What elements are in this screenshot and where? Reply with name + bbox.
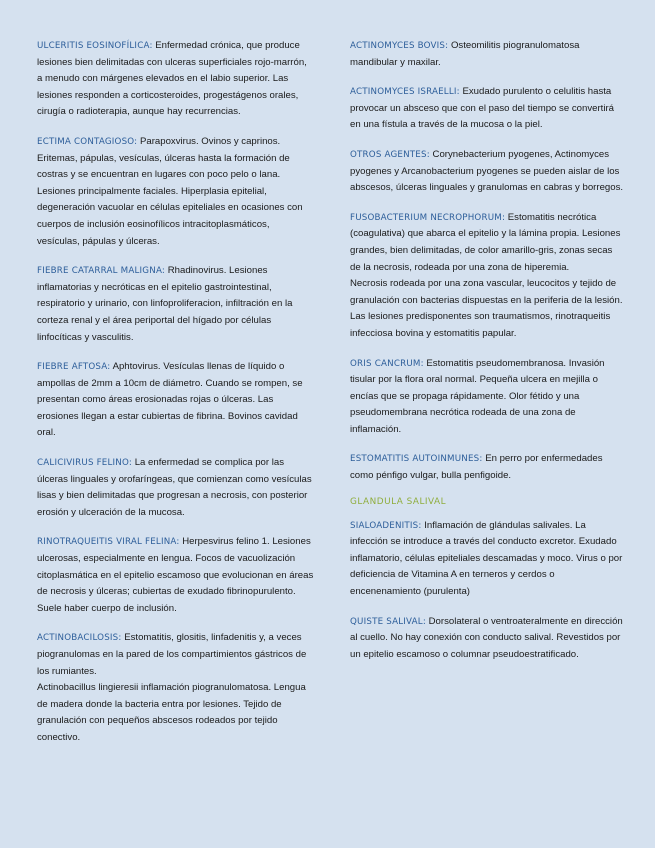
entry-ulceritis-eosinofilica (37, 38, 314, 121)
entry-term: FUSOBACTERIUM NECROPHORUM: (350, 212, 506, 223)
entry-term: SIALOADENITIS: (350, 520, 422, 531)
entry-text: Estomatitis necrótica (coagulativa) que abarca el epitelio y la lámina propia. Lesiones grandes, bien delimitadas, de color amarillo-gris, zonas secas de la necrosis, rodeada por una zona de hiperemia. (350, 211, 621, 273)
entry-term: ACTINOMYCES ISRAELLI: (350, 87, 460, 98)
entry-text: Aphtovirus. Vesículas llenas de líquido o ampollas de 2mm a 10cm de diámetro. Cuando se rompen, se presentan como áreas erosionadas rojas o úlceras. Las erosiones llegan a estar cubiertas de fibrina. Bovinos cavidad oral. (37, 361, 303, 439)
entry-term: QUISTE SALIVAL: (350, 616, 426, 627)
entry-term: ACTINOMYCES BOVIS: (350, 41, 449, 51)
entry-text: Rhadinovirus. Lesiones inflamatorias y necróticas en el epitelio gastrointestinal, respiratorio y urinario, con linfoproliferacion, infiltración en la corteza renal y el área periportal del hígado por células linfocíticas y vasculitis. (37, 265, 293, 343)
entry-text: Osteomilitis piogranulomatosa mandibular y maxilar. (350, 40, 580, 68)
entry-term: ECTIMA CONTAGIOSO: (37, 136, 138, 147)
entry-text: Exudado purulento o celulitis hasta provocar un absceso que con el paso del tiempo se convertirá en una fístula a través de la mucosa o la piel. (350, 86, 614, 131)
entry-fiebre-catarral-maligna (37, 263, 314, 346)
entry-term: FIEBRE AFTOSA: (37, 362, 111, 373)
entry-fusobacterium-necrophorum (350, 210, 625, 343)
entry-text: Dorsolateral o ventroateralmente en dirección al cuello. No hay conexión con conducto salival. Revestidos por un epitelio escamoso o columnar pseudoestratificado. (350, 615, 623, 660)
entry-text: La enfermedad se complica por las úlceras linguales y orofaríngeas, que comienzan como vesículas lisas y bien delimitadas que progresan a necrosis, con posterior erosión y ulceración de la mucosa. (37, 457, 312, 518)
entry-text: Inflamación de glándulas salivales. La infección se introduce a través del conducto excretor. Exudado inflamatorio, células epiteliales descamadas y moco. Virus o por deficiencia de Vitamina A en terneros y cerdos o encenenamiento (purulenta) (350, 519, 623, 598)
entry-text: Enfermedad crónica, que produce lesiones bien delimitadas con ulceras superficiales rojo-marrón, a menudo con márgenes elevados en el labio superior. Las lesiones responden a corticosteroides, progestágenos orales, cirugía o radioterapia, aunque hay recurrencias. (37, 40, 307, 118)
left-column (37, 38, 314, 848)
entry-oris-cancrum (350, 356, 625, 439)
entry-otros-agentes (350, 147, 625, 197)
entry-actinomyces-israelli (350, 84, 625, 134)
entry-text: Corynebacterium pyogenes, Actinomyces pyogenes y Arcanobacterium pyogenes se pueden aislar de los abscesos, úlceras linguales y granulomas en cabras y borregos. (350, 148, 624, 194)
entry-actinomyces-bovis (350, 38, 625, 71)
entry-term: OTROS AGENTES: (350, 149, 430, 160)
entry-text: Estomatitis, glositis, linfadenitis y, a veces piogranulomas en la pared de los compartimientos gástricos de los rumiantes. (37, 632, 307, 677)
entry-text-continued: Necrosis rodeada por una zona vascular, leucocitos y tejido de granulación con bacterias dispuestas en la periferia de la lesión. Las lesiones predisponentes son traumatismos, rinotraqueitis infecciosa bovina y estomatitis papular. (350, 278, 623, 339)
entry-calicivirus-felino (37, 455, 314, 521)
entry-text-continued: Actinobacillus lingieresii inflamación piogranulomatosa. Lengua de madera donde la bacteria entra por lesiones. Tejido de granulación con pequeños abscesos rodeados por tejido conectivo. (37, 682, 306, 743)
entry-sialoadenitis (350, 518, 625, 601)
entry-ectima-contagioso (37, 134, 314, 250)
entry-actinobacilosis (37, 630, 314, 746)
entry-term: ESTOMATITIS AUTOINMUNES: (350, 454, 483, 465)
entry-text: Herpesvirus felino 1. Lesiones ulcerosas, especialmente en lengua. Focos de vacuolización citoplasmática en el epitelio escamoso que evolucionan en áreas de necrosis y úlceras; cubiertas de exudado fibrinopurulento. Suele haber cuerpo de inclusión. (37, 536, 314, 614)
entry-text: En perro por enfermedades como pénfigo vulgar, bulla penfigoide. (350, 453, 603, 482)
entry-text: Estomatitis pseudomembranosa. Invasión tisular por la flora oral normal. Pequeña ulcera en mejilla o encías que se propaga rápidamente. Olor fétido y una pseudomembrana necrótica rodeada de una zona de inflamación. (350, 357, 605, 435)
entry-term: ORIS CANCRUM: (350, 358, 424, 369)
entry-term: ACTINOBACILOSIS: (37, 633, 122, 644)
entry-quiste-salival (350, 614, 625, 664)
entry-fiebre-aftosa (37, 359, 314, 442)
entry-text: Parapoxvirus. Ovinos y caprinos. Eritemas, pápulas, vesículas, úlceras hasta la formación de costras y se encuentran en lugares con poco pelo o lana. Lesiones principalmente faciales. Hiperplasia epitelial, degeneración vacuolar en células epiteliales en ocasiones con cuerpos de inclusión eosinofílicos intracitoplasmáticos, vesículas, pápulas y úlceras. (37, 135, 303, 247)
entry-term: FIEBRE CATARRAL MALIGNA: (37, 266, 166, 277)
entry-term: ULCERITIS EOSINOFÍLICA: (37, 41, 153, 51)
entry-estomatitis-autoinmunes (350, 451, 625, 484)
entry-rinotraqueitis-viral-felina (37, 534, 314, 617)
entry-term: RINOTRAQUEITIS VIRAL FELINA: (37, 537, 180, 548)
section-heading-glandula-salival: GLANDULA SALIVAL (350, 496, 447, 507)
entry-term: CALICIVIRUS FELINO: (37, 458, 133, 469)
right-column (350, 38, 625, 848)
